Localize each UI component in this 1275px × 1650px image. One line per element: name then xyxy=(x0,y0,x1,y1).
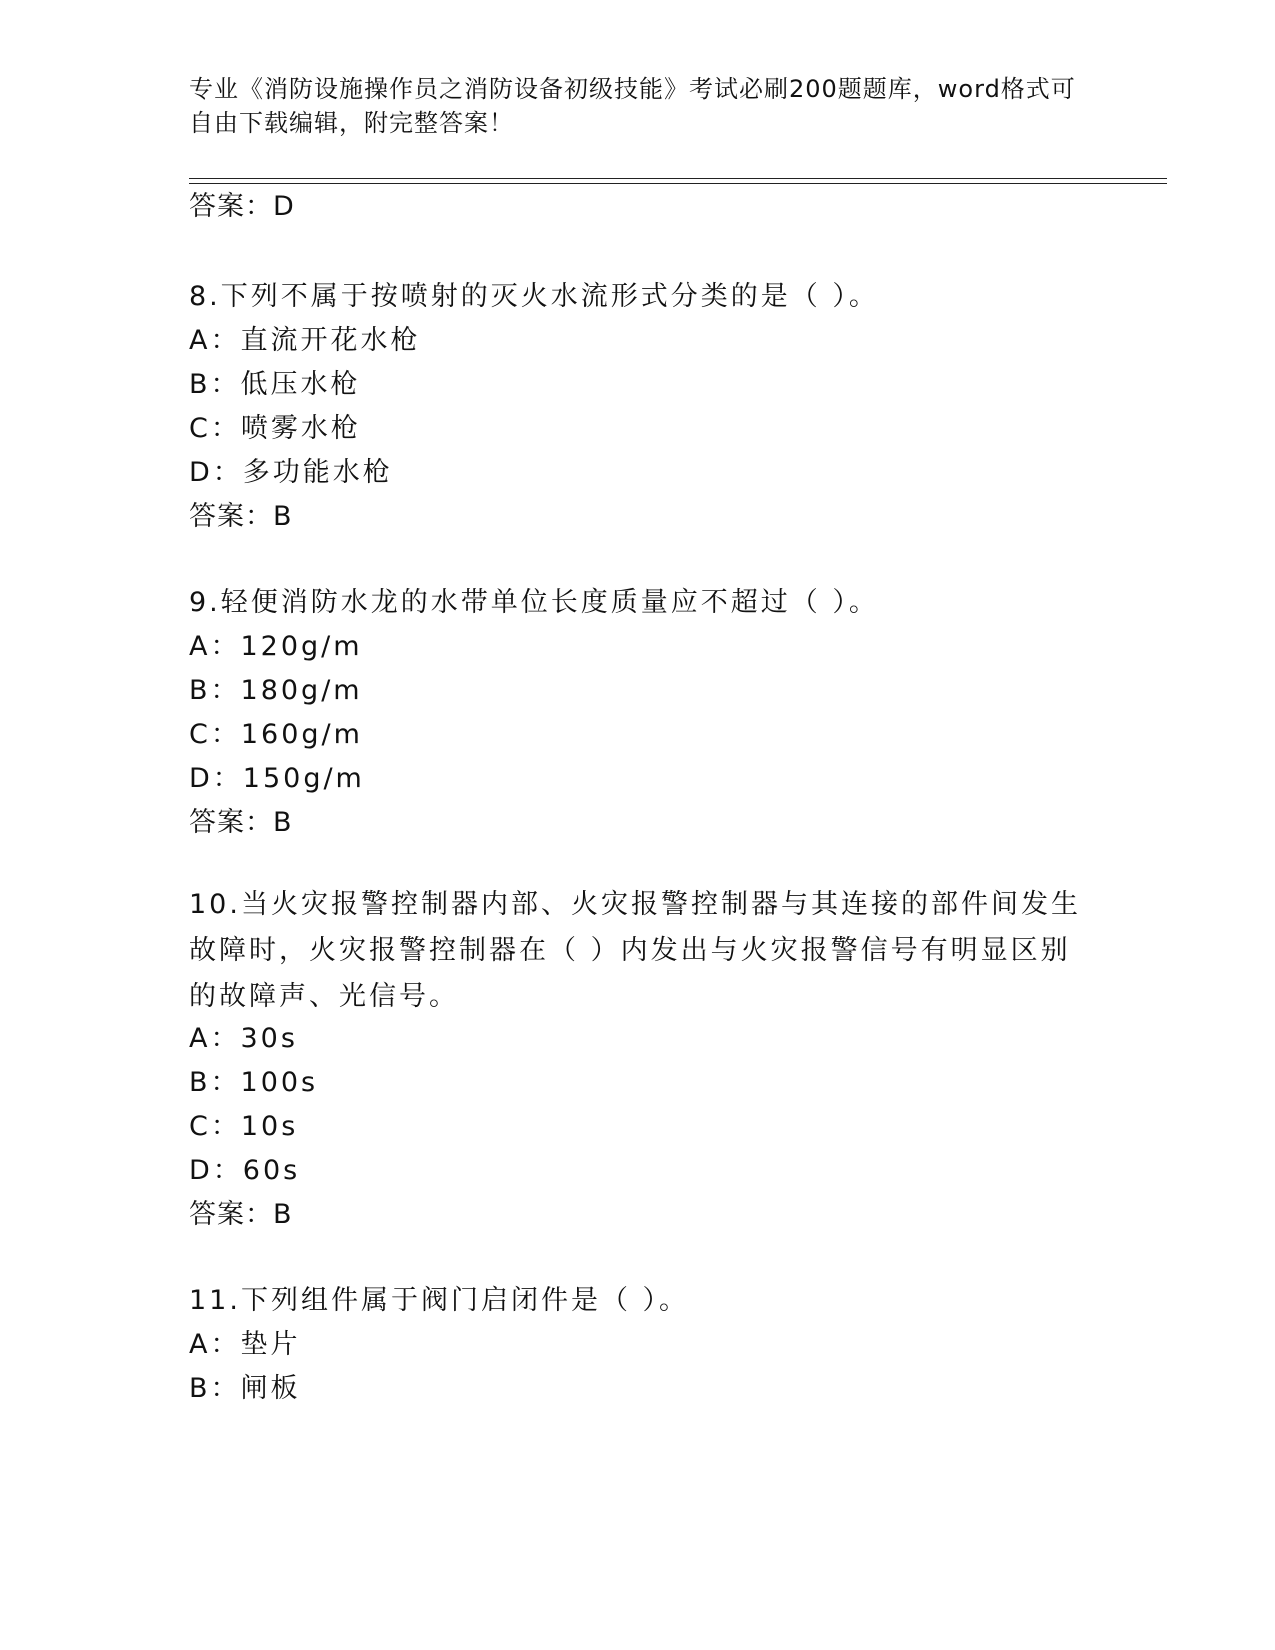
question-9-stem: 9.轻便消防水龙的水带单位长度质量应不超过（ ）。 xyxy=(189,587,879,618)
question-10-option-b: B：100s xyxy=(189,1067,319,1098)
question-8-option-b: B：低压水枪 xyxy=(189,369,361,400)
question-8-option-a: A：直流开花水枪 xyxy=(189,325,421,356)
question-11-stem: 11.下列组件属于阀门启闭件是（ ）。 xyxy=(189,1285,690,1316)
answer-10: 答案：B xyxy=(189,1199,293,1230)
question-10-option-c: C：10s xyxy=(189,1111,299,1142)
answer-9: 答案：B xyxy=(189,807,293,838)
question-8-option-c: C：喷雾水枪 xyxy=(189,413,361,444)
question-10-option-d: D：60s xyxy=(189,1155,301,1186)
question-11-option-b: B：闸板 xyxy=(189,1373,301,1404)
question-10-option-a: A：30s xyxy=(189,1023,298,1054)
question-10-stem: 10.当火灾报警控制器内部、火灾报警控制器与其连接的部件间发生故障时，火灾报警控制器在（ ）内发出与火灾报警信号有明显区别的故障声、光信号。 xyxy=(189,889,1081,1012)
question-9-option-c: C：160g/m xyxy=(189,719,363,750)
answer-8: 答案：B xyxy=(189,501,293,532)
question-9-option-b: B：180g/m xyxy=(189,675,363,706)
header-divider xyxy=(189,178,1167,184)
question-8-option-d: D：多功能水枪 xyxy=(189,457,393,488)
answer-7: 答案：D xyxy=(189,191,295,222)
question-9-option-a: A：120g/m xyxy=(189,631,363,662)
question-11-option-a: A：垫片 xyxy=(189,1329,301,1360)
question-9-option-d: D：150g/m xyxy=(189,763,365,794)
question-8-stem: 8.下列不属于按喷射的灭火水流形式分类的是（ ）。 xyxy=(189,281,879,312)
document-header: 专业《消防设施操作员之消防设备初级技能》考试必刷200题题库，word格式可自由下载编辑，附完整答案！ xyxy=(189,75,1076,137)
